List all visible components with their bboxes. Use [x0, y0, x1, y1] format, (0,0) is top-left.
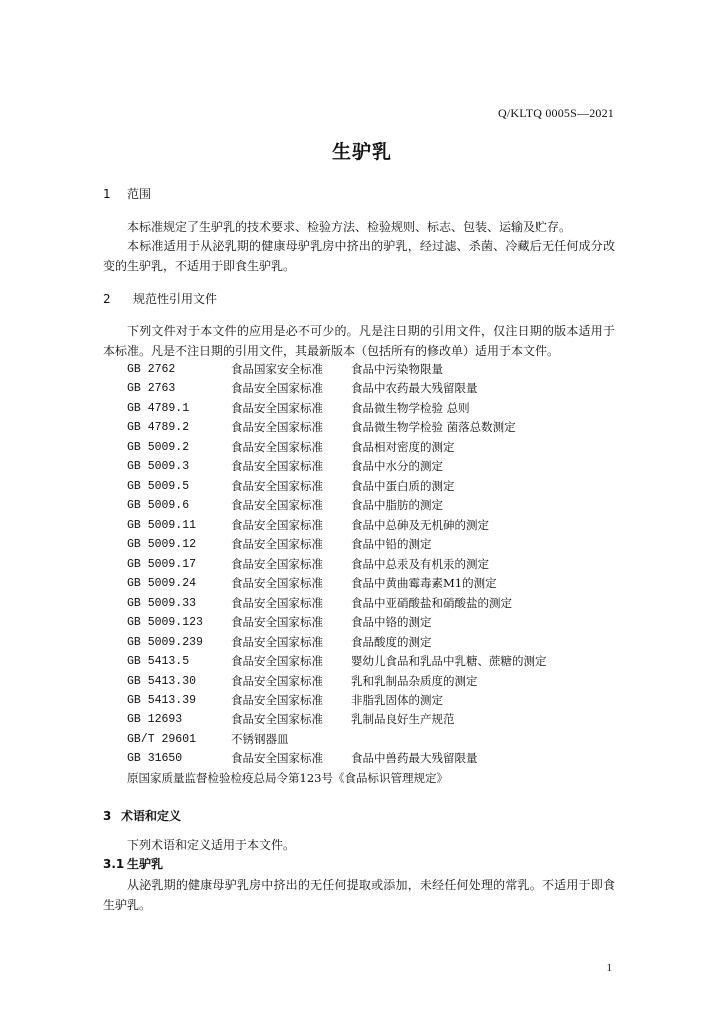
reference-row: [127, 574, 607, 593]
reference-name: 非脂乳固体的测定: [351, 692, 443, 707]
section-2-intro: 下列文件对于本文件的应用是必不可少的。凡是注日期的引用文件，仅注日期的版本适用于本标准。凡是不注日期的引用文件，其最新版本（包括所有的修改单）适用于本文件。: [103, 324, 615, 358]
reference-name: 食品中蛋白质的测定: [351, 478, 455, 493]
reference-row: [127, 652, 607, 671]
reference-code: GB 5009.239: [127, 635, 203, 649]
section-1-heading: [103, 185, 151, 202]
reference-standard: 食品国家安全标准: [231, 362, 323, 376]
reference-name: 乳制品良好生产规范: [351, 712, 455, 727]
reference-code: GB 5009.6: [127, 499, 190, 513]
reference-standard: 食品安全国家标准: [231, 654, 323, 669]
reference-name: 食品中亚硝酸盐和硝酸盐的测定: [351, 595, 512, 610]
reference-name: 食品中水分的测定: [351, 459, 443, 474]
section-title: 规范性引用文件: [133, 292, 218, 306]
reference-code: GB 5009.12: [127, 538, 197, 552]
reference-name: 乳和乳制品杂质度的测定: [351, 673, 478, 688]
section-2-heading: [103, 290, 217, 307]
reference-standard: 食品安全国家标准: [231, 420, 323, 435]
reference-code: GB 12693: [127, 713, 183, 727]
reference-code: GB 2763: [127, 382, 176, 396]
reference-row: [127, 379, 607, 398]
reference-row: [127, 360, 607, 379]
reference-code: GB 5009.2: [127, 440, 190, 454]
reference-name: 食品中黄曲霉毒素M1的测定: [351, 576, 497, 591]
section-1-paragraph-2: 本标准适用于从泌乳期的健康母驴乳房中挤出的驴乳，经过滤、杀菌、冷藏后无任何成分改变的生驴乳，不适用于即食生驴乳。: [103, 239, 615, 273]
reference-code: GB 5413.39: [127, 693, 197, 707]
reference-name: 食品微生物学检验 总则: [351, 400, 470, 415]
reference-row: [127, 730, 607, 749]
reference-code: GB/T 29601: [127, 732, 197, 746]
reference-code: GB 2762: [127, 363, 176, 376]
reference-standard: 食品安全国家标准: [231, 459, 323, 474]
term-definition: 从泌乳期的健康母驴乳房中挤出的无任何提取或添加，未经任何处理的常乳。不适用于即食生驴乳。: [103, 878, 615, 912]
reference-note: 原国家质量监督检验检疫总局令第123号《食品标识管理规定》: [127, 770, 448, 785]
reference-standard: 不锈钢器皿: [231, 731, 289, 746]
term-number: 3.1: [103, 857, 125, 871]
reference-code: GB 5009.17: [127, 557, 197, 571]
reference-name: 食品中铅的测定: [351, 537, 432, 552]
reference-row: [127, 516, 607, 535]
page-title: 生驴乳: [331, 141, 392, 163]
reference-name: 食品中铬的测定: [351, 615, 432, 630]
reference-row: [127, 477, 607, 496]
reference-name: 婴幼儿食品和乳品中乳糖、蔗糖的测定: [351, 654, 547, 669]
reference-row: [127, 418, 607, 437]
reference-standard: 食品安全国家标准: [231, 692, 323, 707]
section-number: 1: [103, 187, 111, 201]
reference-name: 食品中兽药最大残留限量: [351, 751, 478, 766]
reference-code: GB 31650: [127, 752, 183, 766]
reference-row: [127, 496, 607, 515]
section-3-heading: [103, 807, 181, 824]
reference-name: 食品中污染物限量: [351, 362, 443, 376]
reference-row: [127, 613, 607, 632]
reference-row: [127, 399, 607, 418]
term-title: 生驴乳: [127, 857, 164, 871]
section-number: 3: [103, 809, 112, 823]
term-heading: [103, 855, 163, 872]
reference-row: [127, 672, 607, 691]
reference-standard: 食品安全国家标准: [231, 400, 323, 415]
reference-code: GB 5009.33: [127, 596, 197, 610]
section-number: 2: [103, 292, 111, 306]
reference-standard: 食品安全国家标准: [231, 595, 323, 610]
reference-standard: 食品安全国家标准: [231, 537, 323, 552]
section-3-intro: 下列术语和定义适用于本文件。: [127, 838, 296, 852]
reference-code: GB 4789.1: [127, 401, 190, 415]
reference-list: [127, 360, 607, 788]
reference-name: 食品中总汞及有机汞的测定: [351, 556, 489, 571]
page-number: 1: [606, 962, 612, 974]
reference-code: GB 5009.123: [127, 616, 203, 630]
reference-standard: 食品安全国家标准: [231, 556, 323, 571]
reference-standard: 食品安全国家标准: [231, 634, 323, 649]
reference-standard: 食品安全国家标准: [231, 615, 323, 630]
reference-code: GB 5009.24: [127, 577, 197, 591]
reference-row: [127, 594, 607, 613]
reference-standard: 食品安全国家标准: [231, 751, 323, 766]
reference-name: 食品中农药最大残留限量: [351, 381, 478, 396]
reference-row: [127, 710, 607, 729]
reference-name: 食品中总砷及无机砷的测定: [351, 517, 489, 532]
section-title: 范围: [127, 187, 152, 201]
reference-row: [127, 535, 607, 554]
reference-name: 食品相对密度的测定: [351, 439, 455, 454]
reference-code: GB 5009.5: [127, 479, 190, 493]
reference-standard: 食品安全国家标准: [231, 517, 323, 532]
reference-code: GB 5413.5: [127, 655, 190, 669]
reference-standard: 食品安全国家标准: [231, 478, 323, 493]
section-title: 术语和定义: [121, 809, 182, 823]
section-1-paragraph-1: 本标准规定了生驴乳的技术要求、检验方法、检验规则、标志、包装、运输及贮存。: [127, 220, 572, 234]
reference-name: 食品微生物学检验 菌落总数测定: [351, 420, 516, 435]
reference-row: [127, 555, 607, 574]
reference-row: [127, 438, 607, 457]
reference-name: 食品中脂肪的测定: [351, 498, 443, 513]
reference-standard: 食品安全国家标准: [231, 498, 323, 513]
reference-standard: 食品安全国家标准: [231, 439, 323, 454]
reference-code: GB 5413.30: [127, 674, 197, 688]
reference-standard: 食品安全国家标准: [231, 381, 323, 396]
reference-name: 食品酸度的测定: [351, 634, 432, 649]
reference-row: [127, 691, 607, 710]
reference-standard: 食品安全国家标准: [231, 576, 323, 591]
document-code: Q/KLTQ 0005S—2021: [498, 106, 614, 120]
reference-row: [127, 457, 607, 476]
reference-standard: 食品安全国家标准: [231, 712, 323, 727]
reference-code: GB 5009.11: [127, 518, 197, 532]
reference-row: [127, 749, 607, 768]
reference-code: GB 4789.2: [127, 421, 190, 435]
reference-standard: 食品安全国家标准: [231, 673, 323, 688]
reference-code: GB 5009.3: [127, 460, 190, 474]
reference-row: [127, 633, 607, 652]
